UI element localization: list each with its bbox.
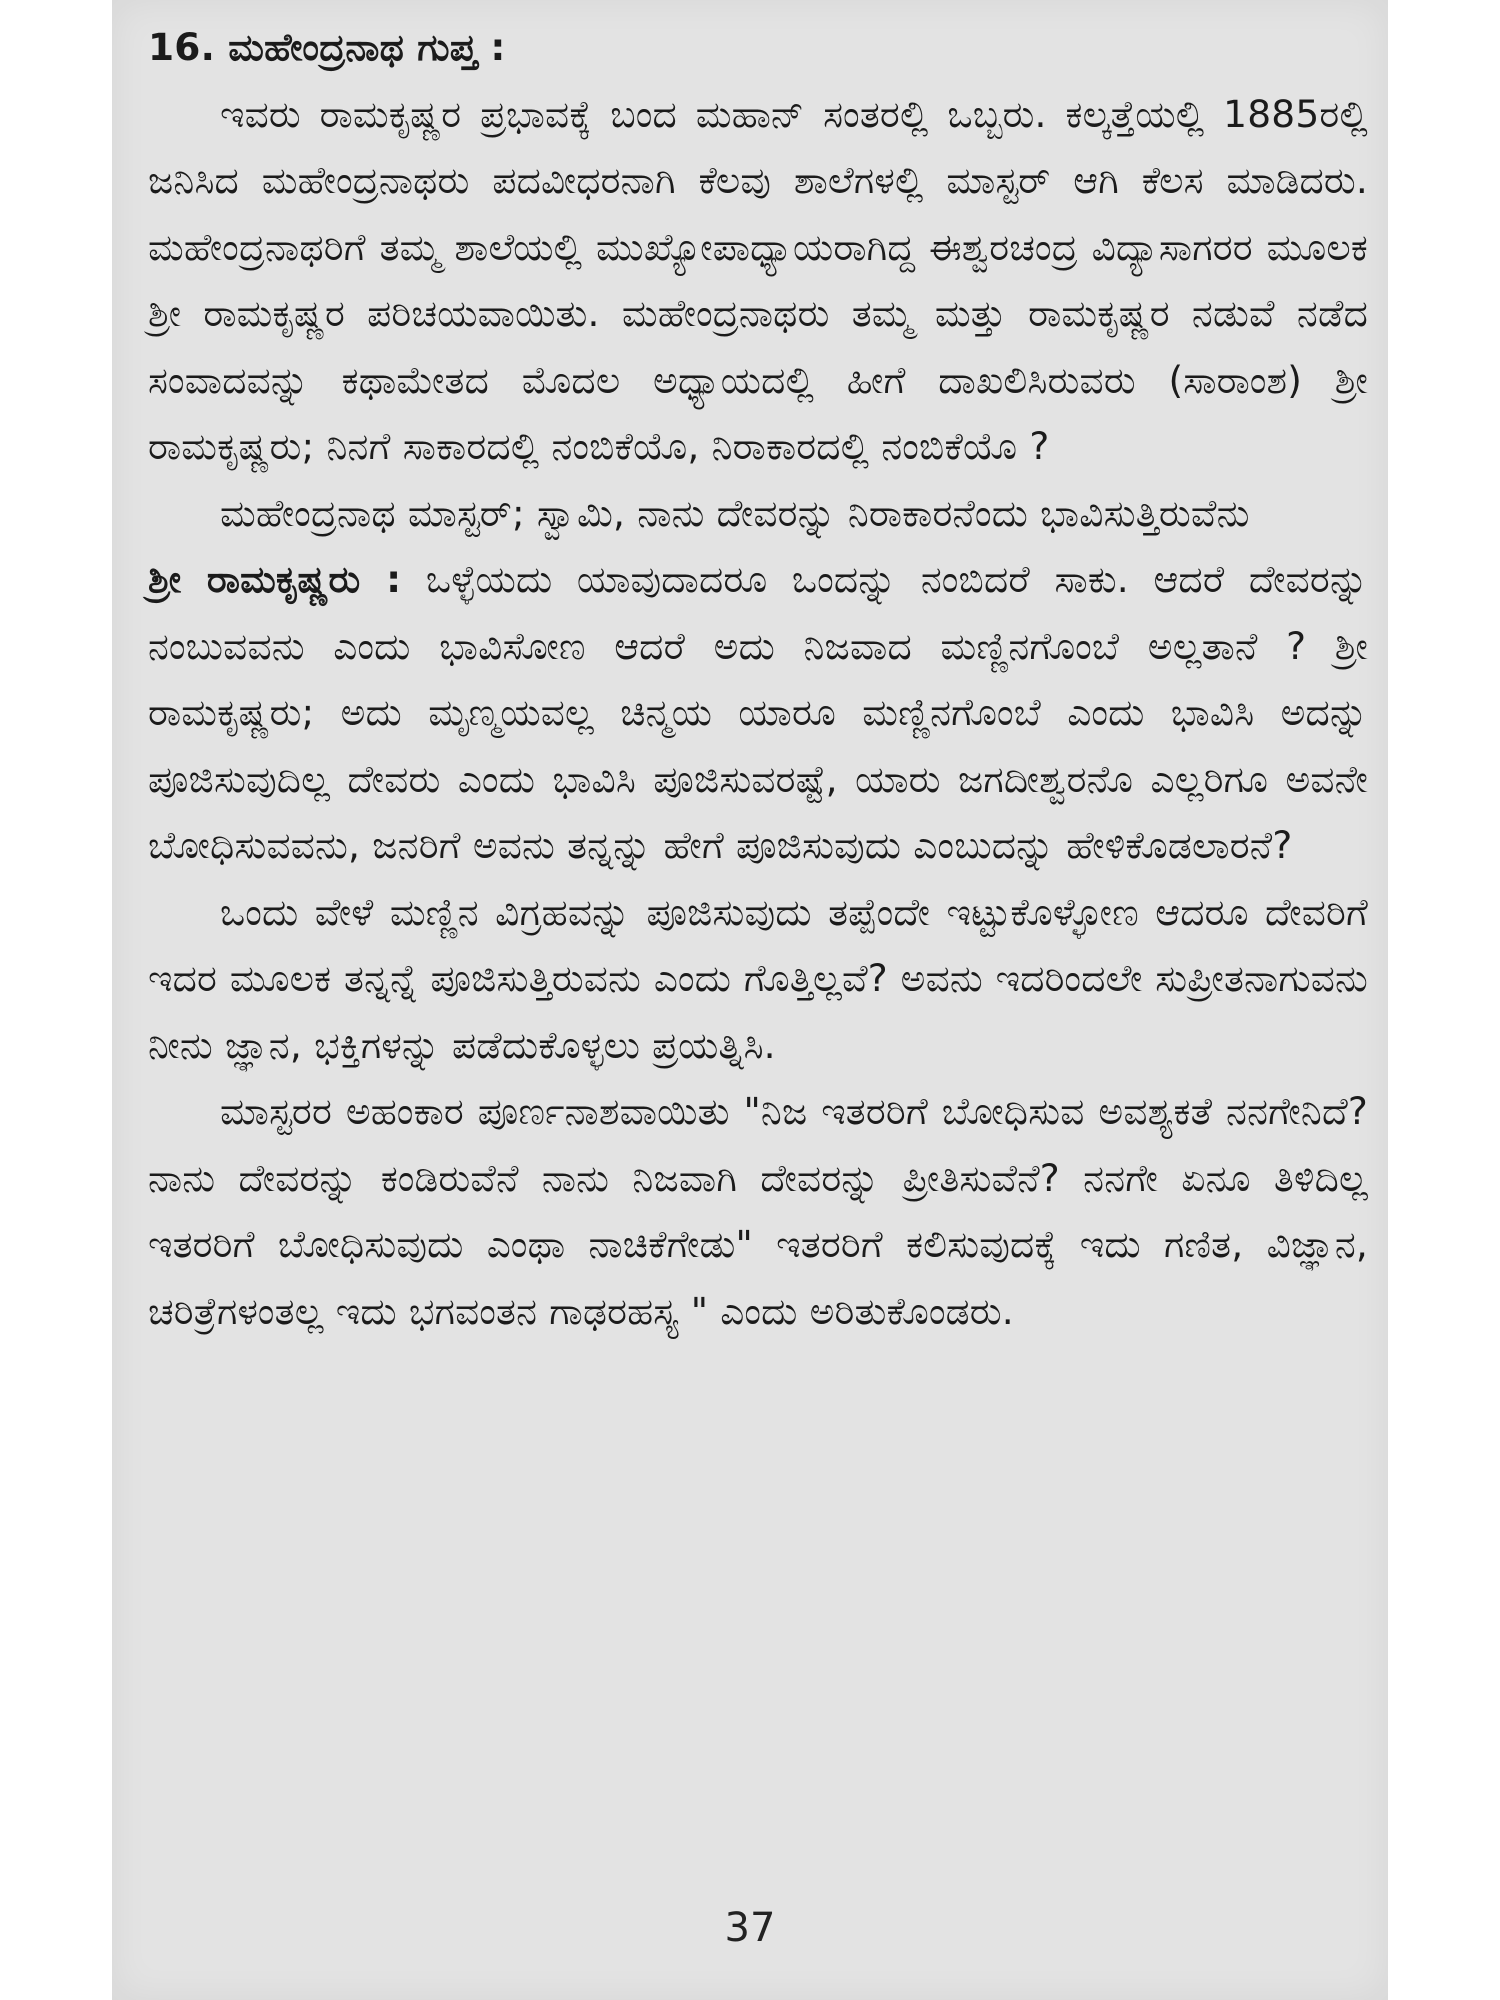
speaker-label: ಶ್ರೀ ರಾಮಕೃಷ್ಣರು : (148, 557, 402, 601)
paragraph-ramakrishna-text: ಒಳ್ಳೆಯದು ಯಾವುದಾದರೂ ಒಂದನ್ನು ನಂಬಿದರೆ ಸಾಕು. ಆದರೆ ದೇವರನ್ನು ನಂಬುವವನು ಎಂದು ಭಾವಿಸೋಣ ಆದರೆ ಅದು ನಿಜವಾದ ಮಣ್ಣಿನಗೊಂಬೆ ಅಲ್ಲತಾನೆ ? ಶ್ರೀ ರಾಮಕೃಷ್ಣರು; ಅದು ಮೃಣ್ಮಯವಲ್ಲ ಚಿನ್ಮಯ ಯಾರೂ ಮಣ್ಣಿನಗೊಂಬೆ ಎಂದು ಭಾವಿಸಿ ಅದನ್ನು ಪೂಜಿಸುವುದಿಲ್ಲ ದೇವರು ಎಂದು ಭಾವಿಸಿ ಪೂಜಿಸುವರಷ್ಟೆ, ಯಾರು ಜಗದೀಶ್ವರನೊ ಎಲ್ಲರಿಗೂ ಅವನೇ ಬೋಧಿಸುವವನು, ಜನರಿಗೆ ಅವನು ತನ್ನನ್ನು ಹೇಗೆ ಪೂಜಿಸುವುದು ಎಂಬುದನ್ನು ಹೇಳಿಕೊಡಲಾರನೆ? (148, 557, 1369, 867)
section-heading: 16. ಮಹೇಂದ್ರನಾಥ ಗುಪ್ತ : (148, 25, 506, 69)
paragraph-conclusion: ಮಾಸ್ಟರರ ಅಹಂಕಾರ ಪೂರ್ಣನಾಶವಾಯಿತು "ನಿಜ ಇತರರಿಗೆ ಬೋಧಿಸುವ ಅವಶ್ಯಕತೆ ನನಗೇನಿದೆ? ನಾನು ದೇವರನ್ನು ಕಂಡಿರುವೆನೆ ನಾನು ನಿಜವಾಗಿ ದೇವರನ್ನು ಪ್ರೀತಿಸುವೆನೆ? ನನಗೇ ಏನೂ ತಿಳಿದಿಲ್ಲ ಇತರರಿಗೆ ಬೋಧಿಸುವುದು ಎಂಥಾ ನಾಚಿಕೆಗೇಡು" ಇತರರಿಗೆ ಕಲಿಸುವುದಕ್ಕೆ ಇದು ಗಣಿತ, ವಿಜ್ಞಾನ, ಚರಿತ್ರೆಗಳಂತಲ್ಲ ಇದು ಭಗವಂತನ ಗಾಢರಹಸ್ಯ " ಎಂದು ಅರಿತುಕೊಂಡರು. (148, 1089, 1368, 1333)
page-number: 37 (724, 1905, 776, 1951)
paragraph-master-reply: ಮಹೇಂದ್ರನಾಥ ಮಾಸ್ಟರ್; ಸ್ವಾಮಿ, ನಾನು ದೇವರನ್ನು ನಿರಾಕಾರನೆಂದು ಭಾವಿಸುತ್ತಿರುವೆನು (220, 490, 1250, 535)
paragraph-intro: ಇವರು ರಾಮಕೃಷ್ಣರ ಪ್ರಭಾವಕ್ಕೆ ಬಂದ ಮಹಾನ್ ಸಂತರಲ್ಲಿ ಒಬ್ಬರು. ಕಲ್ಕತ್ತೆಯಲ್ಲಿ 1885ರಲ್ಲಿ ಜನಿಸಿದ ಮಹೇಂದ್ರನಾಥರು ಪದವೀಧರನಾಗಿ ಕೆಲವು ಶಾಲೆಗಳಲ್ಲಿ ಮಾಸ್ಟರ್ ಆಗಿ ಕೆಲಸ ಮಾಡಿದರು. ಮಹೇಂದ್ರನಾಥರಿಗೆ ತಮ್ಮ ಶಾಲೆಯಲ್ಲಿ ಮುಖ್ಯೋಪಾಧ್ಯಾಯರಾಗಿದ್ದ ಈಶ್ವರಚಂದ್ರ ವಿದ್ಯಾಸಾಗರರ ಮೂಲಕ ಶ್ರೀ ರಾಮಕೃಷ್ಣರ ಪರಿಚಯವಾಯಿತು. ಮಹೇಂದ್ರನಾಥರು ತಮ್ಮ ಮತ್ತು ರಾಮಕೃಷ್ಣರ ನಡುವೆ ನಡೆದ ಸಂವಾದವನ್ನು ಕಥಾಮೇತದ ಮೊದಲ ಅಧ್ಯಾಯದಲ್ಲಿ ಹೀಗೆ ದಾಖಲಿಸಿರುವರು (ಸಾರಾಂಶ) ಶ್ರೀ ರಾಮಕೃಷ್ಣರು; ನಿನಗೆ ಸಾಕಾರದಲ್ಲಿ ನಂಬಿಕೆಯೊ, ನಿರಾಕಾರದಲ್ಲಿ ನಂಬಿಕೆಯೊ ? (148, 91, 1368, 468)
page-body (148, 14, 1368, 1344)
paragraph-clay-idol: ಒಂದು ವೇಳೆ ಮಣ್ಣಿನ ವಿಗ್ರಹವನ್ನು ಪೂಜಿಸುವುದು ತಪ್ಪೆಂದೇ ಇಟ್ಟುಕೊಳ್ಳೋಣ ಆದರೂ ದೇವರಿಗೆ ಇದರ ಮೂಲಕ ತನ್ನನ್ನೆ ಪೂಜಿಸುತ್ತಿರುವನು ಎಂದು ಗೊತ್ತಿಲ್ಲವೆ? ಅವನು ಇದರಿಂದಲೇ ಸುಪ್ರೀತನಾಗುವನು ನೀನು ಜ್ಞಾನ, ಭಕ್ತಿಗಳನ್ನು ಪಡೆದುಕೊಳ್ಳಲು ಪ್ರಯತ್ನಿಸಿ. (148, 889, 1368, 1067)
paragraph-ramakrishna-reply (148, 546, 1368, 879)
